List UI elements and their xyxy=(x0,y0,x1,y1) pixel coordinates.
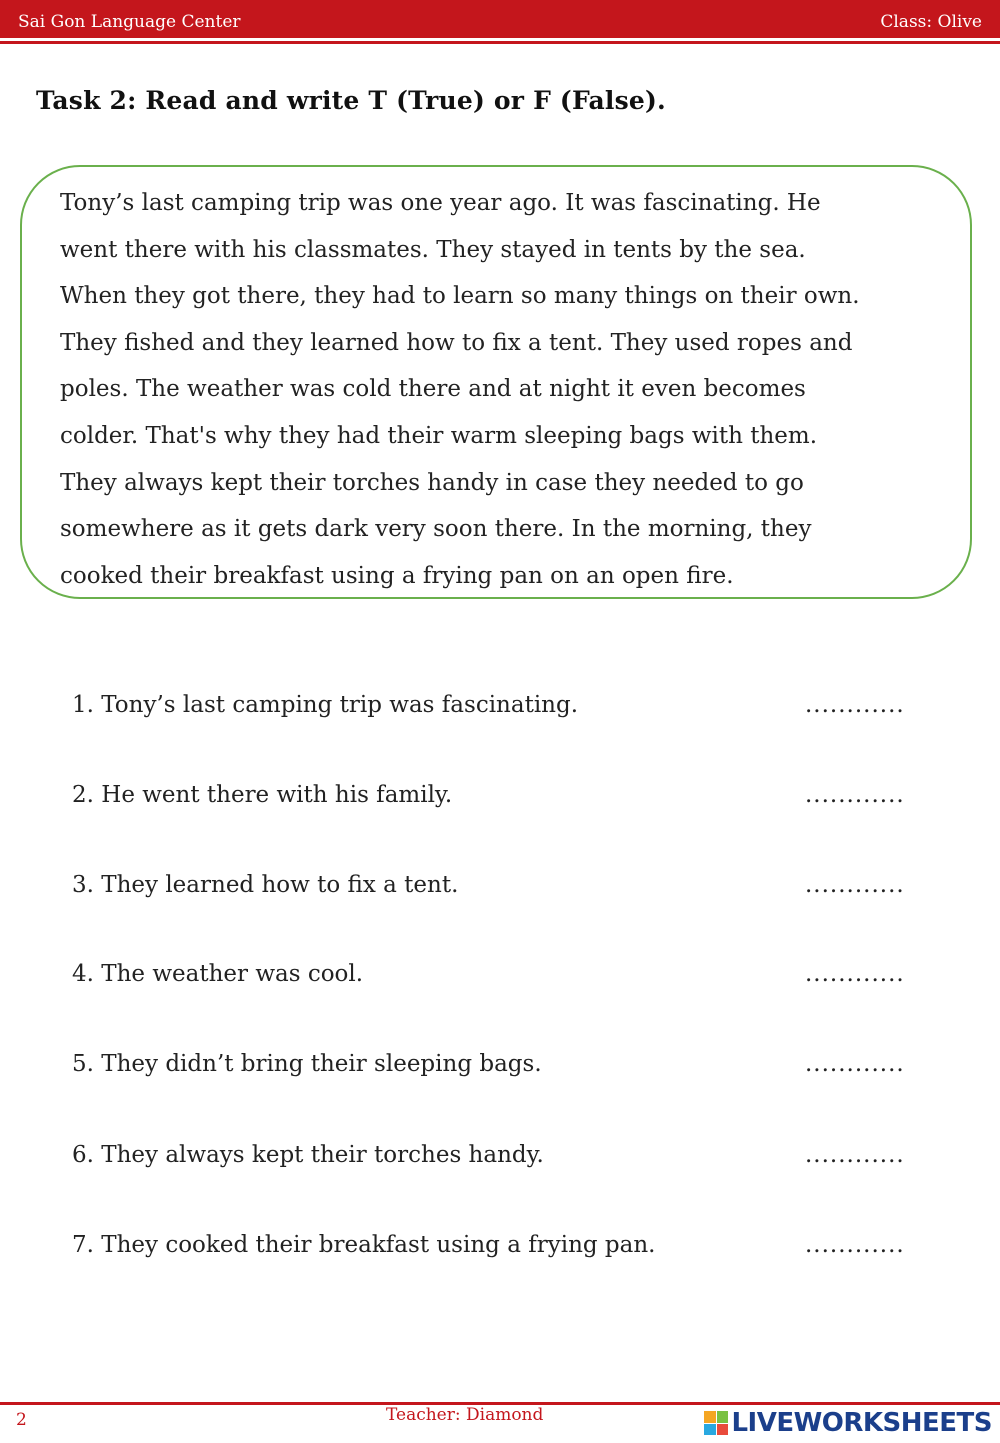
passage-line: They fished and they learned how to fix a tent. They used ropes and xyxy=(60,329,853,356)
answer-blank[interactable]: ............ xyxy=(805,961,905,987)
question-text: 5. They didn’t bring their sleeping bags. xyxy=(72,1051,542,1077)
task-title: Task 2: Read and write T (True) or F (False). xyxy=(36,86,666,115)
question-item-1 xyxy=(72,692,932,732)
passage-line: went there with his classmates. They stayed in tents by the sea. xyxy=(60,236,806,263)
answer-blank[interactable]: ............ xyxy=(805,872,905,898)
question-text: 1. Tony’s last camping trip was fascinating. xyxy=(72,692,579,718)
question-text: 3. They learned how to fix a tent. xyxy=(72,872,459,898)
center-name: Sai Gon Language Center xyxy=(18,12,241,32)
answer-blank[interactable]: ............ xyxy=(805,1051,905,1077)
question-item-7 xyxy=(72,1232,932,1272)
header-divider xyxy=(0,41,1000,44)
answer-blank[interactable]: ............ xyxy=(805,692,905,718)
passage-line: cooked their breakfast using a frying pan on an open fire. xyxy=(60,562,734,589)
liveworksheets-logo[interactable] xyxy=(704,1408,992,1438)
header-bar xyxy=(0,0,1000,38)
question-item-2 xyxy=(72,782,932,822)
class-name: Class: Olive xyxy=(880,12,982,32)
logo-text: LIVEWORKSHEETS xyxy=(731,1408,992,1438)
question-item-6 xyxy=(72,1142,932,1182)
question-text: 6. They always kept their torches handy. xyxy=(72,1142,544,1168)
teacher-name: Teacher: Diamond xyxy=(386,1405,544,1425)
question-text: 4. The weather was cool. xyxy=(72,961,364,987)
page-number: 2 xyxy=(16,1410,27,1430)
passage-line: somewhere as it gets dark very soon there. In the morning, they xyxy=(60,516,812,543)
answer-blank[interactable]: ............ xyxy=(805,1232,905,1258)
passage-line: They always kept their torches handy in case they needed to go xyxy=(60,469,804,496)
passage-line: colder. That's why they had their warm sleeping bags with them. xyxy=(60,422,818,449)
passage-line: When they got there, they had to learn so many things on their own. xyxy=(60,283,860,310)
question-text: 2. He went there with his family. xyxy=(72,782,453,808)
question-item-4 xyxy=(72,961,932,1001)
liveworksheets-logo-icon xyxy=(704,1411,728,1435)
reading-passage xyxy=(60,180,960,599)
passage-line: poles. The weather was cold there and at night it even becomes xyxy=(60,376,806,403)
question-item-3 xyxy=(72,872,932,912)
question-text: 7. They cooked their breakfast using a frying pan. xyxy=(72,1232,656,1258)
answer-blank[interactable]: ............ xyxy=(805,782,905,808)
passage-line: Tony’s last camping trip was one year ago. It was fascinating. He xyxy=(60,190,821,216)
question-item-5 xyxy=(72,1051,932,1091)
answer-blank[interactable]: ............ xyxy=(805,1142,905,1168)
